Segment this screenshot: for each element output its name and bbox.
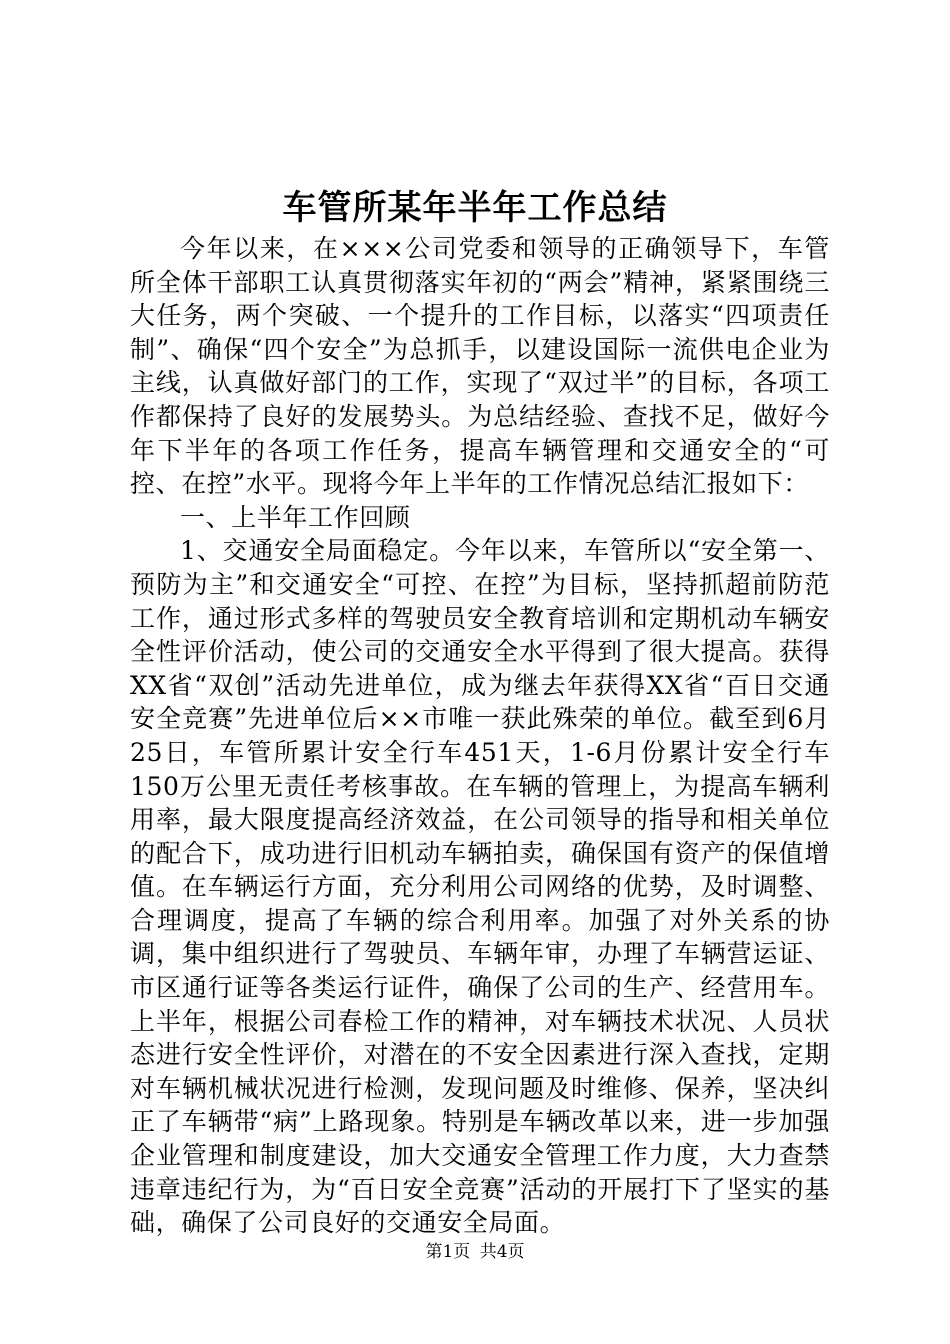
document-body <box>130 232 830 1240</box>
intro-paragraph: 今年以来，在×××公司党委和领导的正确领导下，车管所全体干部职工认真贯彻落实年初的“两会”精神，紧紧围绕三大任务，两个突破、一个提升的工作目标，以落实“四项责任制”、确保“四个安全”为总抓手，以建设国际一流供电企业为主线，认真做好部门的工作，实现了“双过半”的目标，各项工作都保持了良好的发展势头。为总结经验、查找不足，做好今年下半年的各项工作任务，提高车辆管理和交通安全的“可控、在控”水平。现将今年上半年的工作情况总结汇报如下： <box>130 234 830 499</box>
page-footer <box>0 1240 950 1264</box>
section-heading: 一、上半年工作回顾 <box>180 502 411 532</box>
document-title: 车管所某年半年工作总结 <box>282 188 668 228</box>
page-total: 共4页 <box>479 1242 525 1262</box>
section-paragraph: 1、交通安全局面稳定。今年以来，车管所以“安全第一、预防为主”和交通安全“可控、在控”为目标，坚持抓超前防范工作，通过形式多样的驾驶员安全教育培训和定期机动车辆安全性评价活动，使公司的交通安全水平得到了很大提高。获得XX省“双创”活动先进单位，成为继去年获得XX省“百日交通安全竞赛”先进单位后××市唯一获此殊荣的单位。截至到6月25日，车管所累计安全行车451天，1-6月份累计安全行车150万公里无责任考核事故。在车辆的管理上，为提高车辆利用率，最大限度提高经济效益，在公司领导的指导和相关单位的配合下，成功进行旧机动车辆拍卖，确保国有资产的保值增值。在车辆运行方面，充分利用公司网络的优势，及时调整、合理调度，提高了车辆的综合利用率。加强了对外关系的协调，集中组织进行了驾驶员、车辆年审，办理了车辆营运证、市区通行证等各类运行证件，确保了公司的生产、经营用车。上半年，根据公司春检工作的精神，对车辆技术状况、人员状态进行安全性评价，对潜在的不安全因素进行深入查找，定期对车辆机械状况进行检测，发现问题及时维修、保养，坚决纠正了车辆带“病”上路现象。特别是车辆改革以来，进一步加强企业管理和制度建设，加大交通安全管理工作力度，大力查禁违章违纪行为，为“百日安全竞赛”活动的开展打下了坚实的基础，确保了公司良好的交通安全局面。 <box>130 536 830 1238</box>
page-number: 第1页 <box>425 1242 471 1262</box>
